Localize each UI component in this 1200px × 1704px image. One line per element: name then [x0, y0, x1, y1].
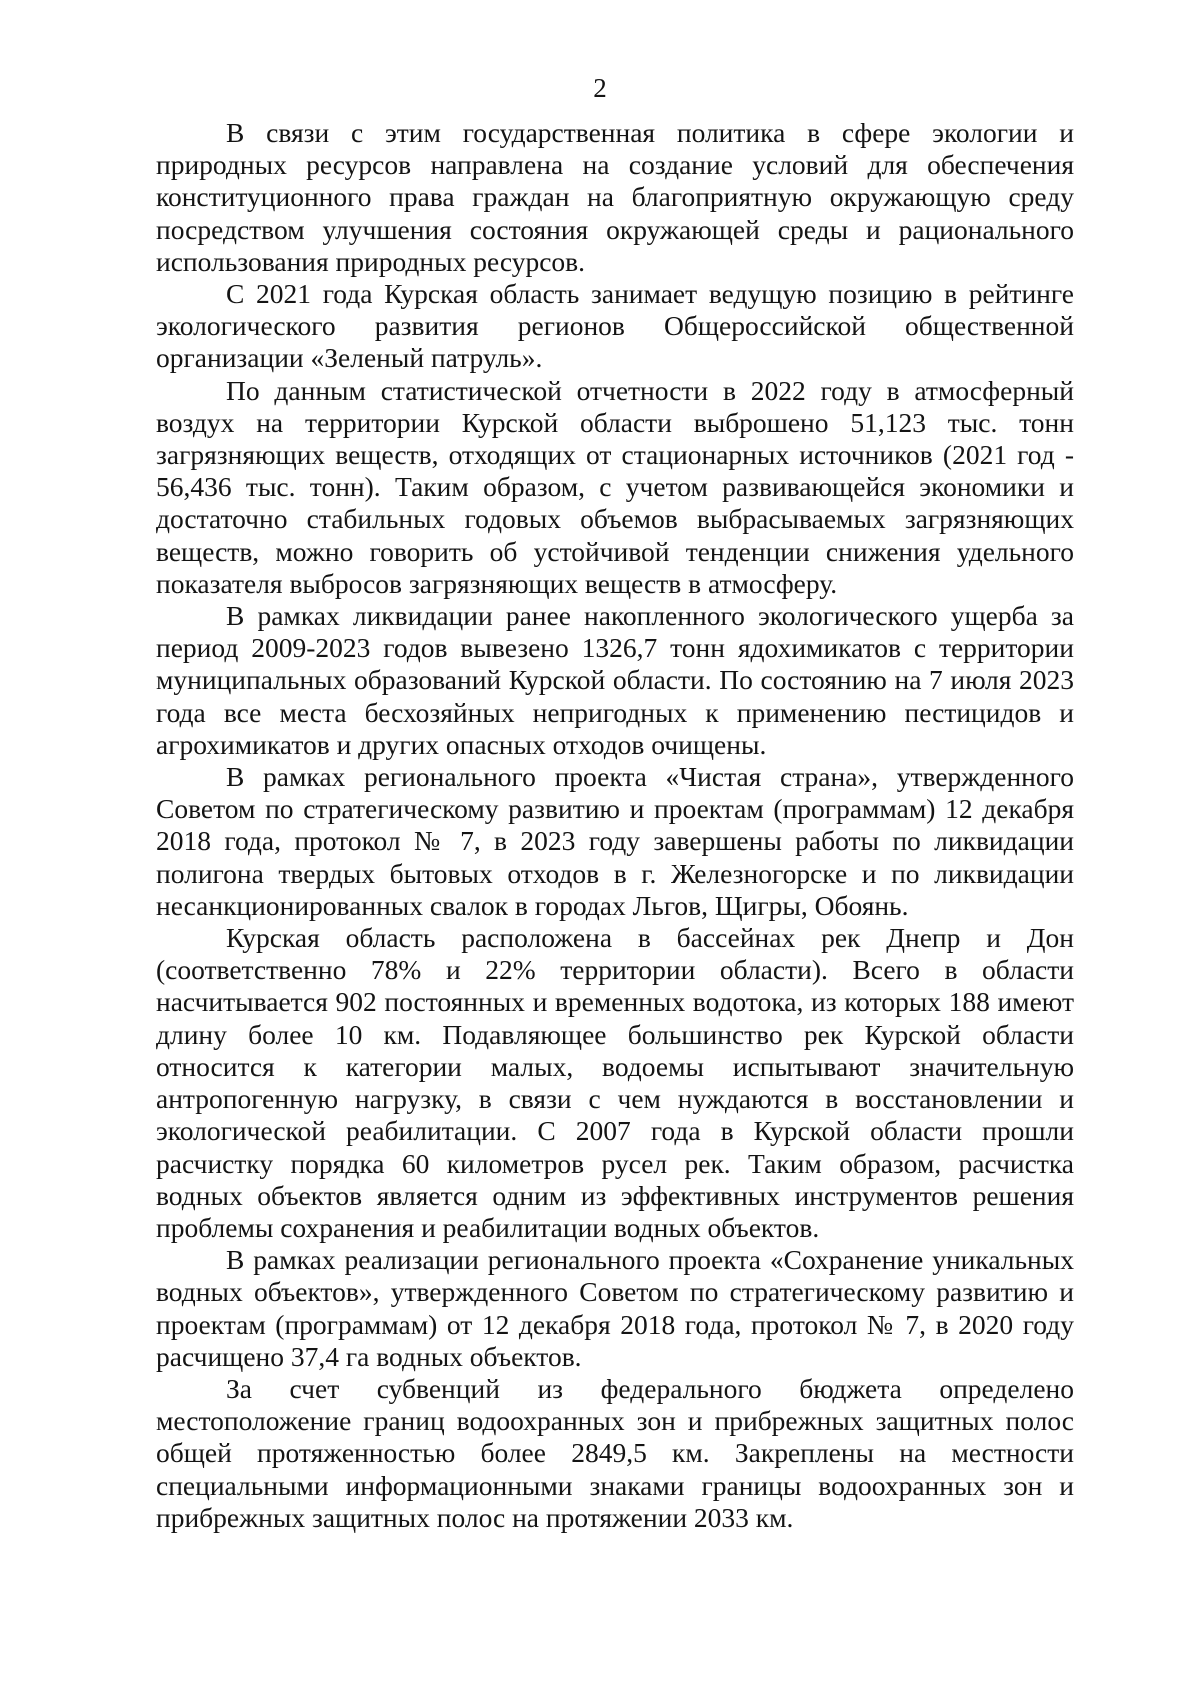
paragraph-water-bodies-project: В рамках реализации регионального проекта «Сохранение уникальных водных объектов», утвержденного Советом по стратегическому развитию и проектам (программам) от 12 декабря 2018 года, протокол № 7, в 2020 году расчищено 37,4 га водных объектов. [156, 1244, 1074, 1372]
paragraph-state-policy: В связи с этим государственная политика в сфере экологии и природных ресурсов направлена на создание условий для обеспечения конституционного права граждан на благоприятную окружающую среду посредством улучшения состояния окружающей среды и рационального использования природных ресурсов. [156, 117, 1074, 277]
paragraph-green-patrol-rating: С 2021 года Курская область занимает ведущую позицию в рейтинге экологического развития регионов Общероссийской общественной организации «Зеленый патруль». [156, 278, 1074, 374]
document-body [156, 117, 1074, 1534]
paragraph-water-protection-zones: За счет субвенций из федерального бюджета определено местоположение границ водоохранных зон и прибрежных защитных полос общей протяженностью более 2849,5 км. Закреплены на местности специальными информационными знаками границы водоохранных зон и прибрежных защитных полос на протяжении 2033 км. [156, 1372, 1074, 1533]
page-number: 2 [593, 73, 607, 103]
paragraph-clean-country-project: В рамках регионального проекта «Чистая страна», утвержденного Советом по стратегическому развитию и проектам (программам) 12 декабря 2018 года, протокол № 7, в 2023 году завершены работы по ликвидации полигона твердых бытовых отходов в г. Железногорске и по ликвидации несанкционированных свалок в городах Льгов, Щигры, Обоянь. [156, 761, 1074, 921]
paragraph-river-basins: Курская область расположена в бассейнах рек Днепр и Дон (соответственно 78% и 22% территории области). Всего в области насчитывается 902 постоянных и временных водотока, из которых 188 имеют длину более 10 км. Подавляющее большинство рек Курской области относится к категории малых, водоемы испытывают значительную антропогенную нагрузку, в связи с чем нуждаются в восстановлении и экологической реабилитации. С 2007 года в Курской области прошли расчистку порядка 60 километров русел рек. Таким образом, расчистка водных объектов является одним из эффективных инструментов решения проблемы сохранения и реабилитации водных объектов. [156, 922, 1074, 1243]
paragraph-air-emissions: По данным статистической отчетности в 2022 году в атмосферный воздух на территории Курской области выброшено 51,123 тыс. тонн загрязняющих веществ, отходящих от стационарных источников (2021 год - 56,436 тыс. тонн). Таким образом, с учетом развивающейся экономики и достаточно стабильных годовых объемов выбрасываемых загрязняющих веществ, можно говорить об устойчивой тенденции снижения удельного показателя выбросов загрязняющих веществ в атмосферу. [156, 374, 1074, 599]
paragraph-pesticide-removal: В рамках ликвидации ранее накопленного экологического ущерба за период 2009-2023 годов вывезено 1326,7 тонн ядохимикатов с территории муниципальных образований Курской области. По состоянию на 7 июля 2023 года все места бесхозяйных непригодных к применению пестицидов и агрохимикатов и других опасных отходов очищены. [156, 600, 1074, 760]
